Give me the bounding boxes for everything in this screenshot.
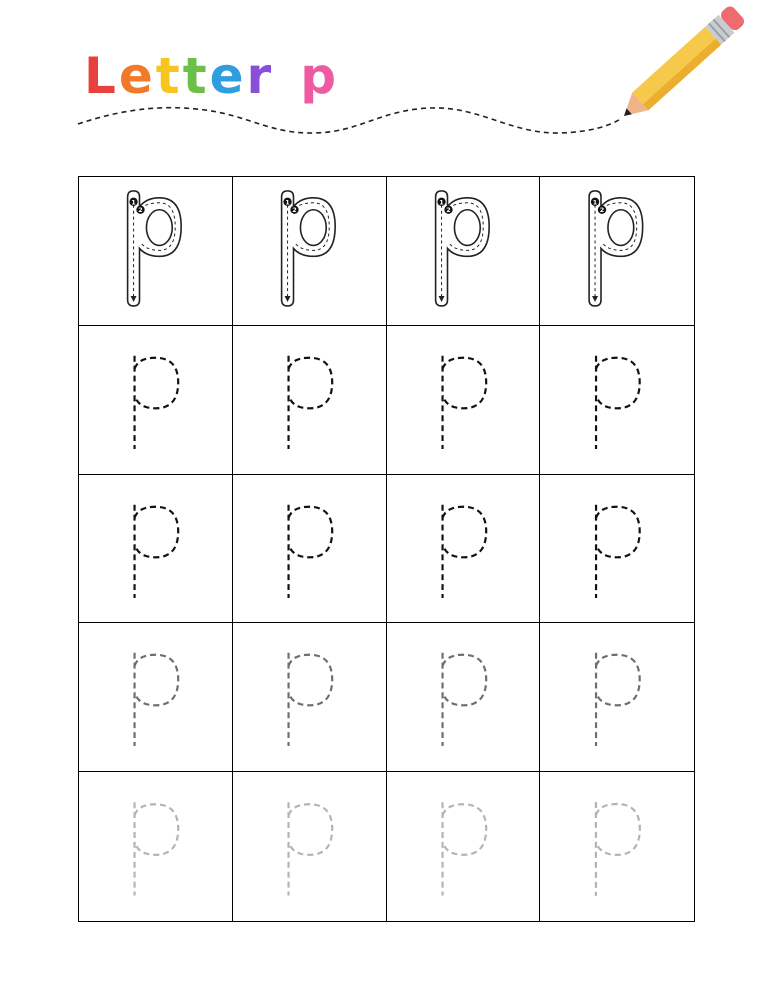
trace-cell[interactable] <box>387 177 541 326</box>
letter-p-glyph <box>79 475 232 623</box>
title-letter: r <box>246 47 275 105</box>
title-letter: t <box>182 47 210 105</box>
trace-cell[interactable] <box>540 475 694 624</box>
letter-p-glyph <box>540 475 694 623</box>
letter-p-glyph <box>79 177 232 325</box>
stroke-number: 1 <box>131 198 136 207</box>
trace-cell[interactable] <box>79 623 233 772</box>
stroke-number: 1 <box>285 198 290 207</box>
trace-cell[interactable] <box>233 772 387 921</box>
trace-cell[interactable] <box>540 326 694 475</box>
tracing-grid <box>78 176 695 922</box>
title-letter: p <box>300 47 339 105</box>
letter-p-glyph <box>387 623 540 771</box>
letter-p-glyph <box>233 177 386 325</box>
trace-cell[interactable] <box>233 475 387 624</box>
trace-cell[interactable] <box>387 326 541 475</box>
stroke-number: 2 <box>292 206 297 215</box>
letter-p-glyph <box>233 326 386 474</box>
trace-cell[interactable] <box>233 326 387 475</box>
trace-cell[interactable] <box>387 475 541 624</box>
letter-p-glyph <box>79 772 232 921</box>
trace-cell[interactable] <box>79 326 233 475</box>
trace-cell[interactable] <box>387 623 541 772</box>
letter-p-glyph <box>387 475 540 623</box>
trace-cell[interactable] <box>233 177 387 326</box>
trace-cell[interactable] <box>387 772 541 921</box>
trace-cell[interactable] <box>79 772 233 921</box>
stroke-number: 2 <box>600 206 605 215</box>
letter-p-glyph <box>387 326 540 474</box>
letter-p-glyph <box>233 623 386 771</box>
trace-cell[interactable] <box>540 772 694 921</box>
pencil-body <box>632 27 721 110</box>
letter-p-glyph <box>79 623 232 771</box>
stroke-number: 2 <box>445 206 451 215</box>
letter-p-glyph <box>540 326 694 474</box>
letter-p-glyph <box>79 326 232 474</box>
letter-p-glyph <box>540 177 694 325</box>
trace-cell[interactable] <box>540 623 694 772</box>
stroke-number: 1 <box>593 198 598 207</box>
title-letter: L <box>84 47 119 105</box>
letter-p-glyph <box>387 772 540 921</box>
letter-p-glyph <box>540 772 694 921</box>
trace-cell[interactable] <box>79 177 233 326</box>
title-letter: t <box>155 47 183 105</box>
letter-p-glyph <box>387 177 540 325</box>
trace-cell[interactable] <box>79 475 233 624</box>
stroke-number: 2 <box>138 206 143 215</box>
trace-cell[interactable] <box>233 623 387 772</box>
letter-p-glyph <box>233 475 386 623</box>
letter-p-glyph <box>540 623 694 771</box>
trace-cell[interactable] <box>540 177 694 326</box>
letter-p-glyph <box>233 772 386 921</box>
stroke-number: 1 <box>438 198 444 207</box>
pencil-icon <box>610 0 750 130</box>
title-letter: e <box>209 47 247 105</box>
title-letter: e <box>118 47 156 105</box>
